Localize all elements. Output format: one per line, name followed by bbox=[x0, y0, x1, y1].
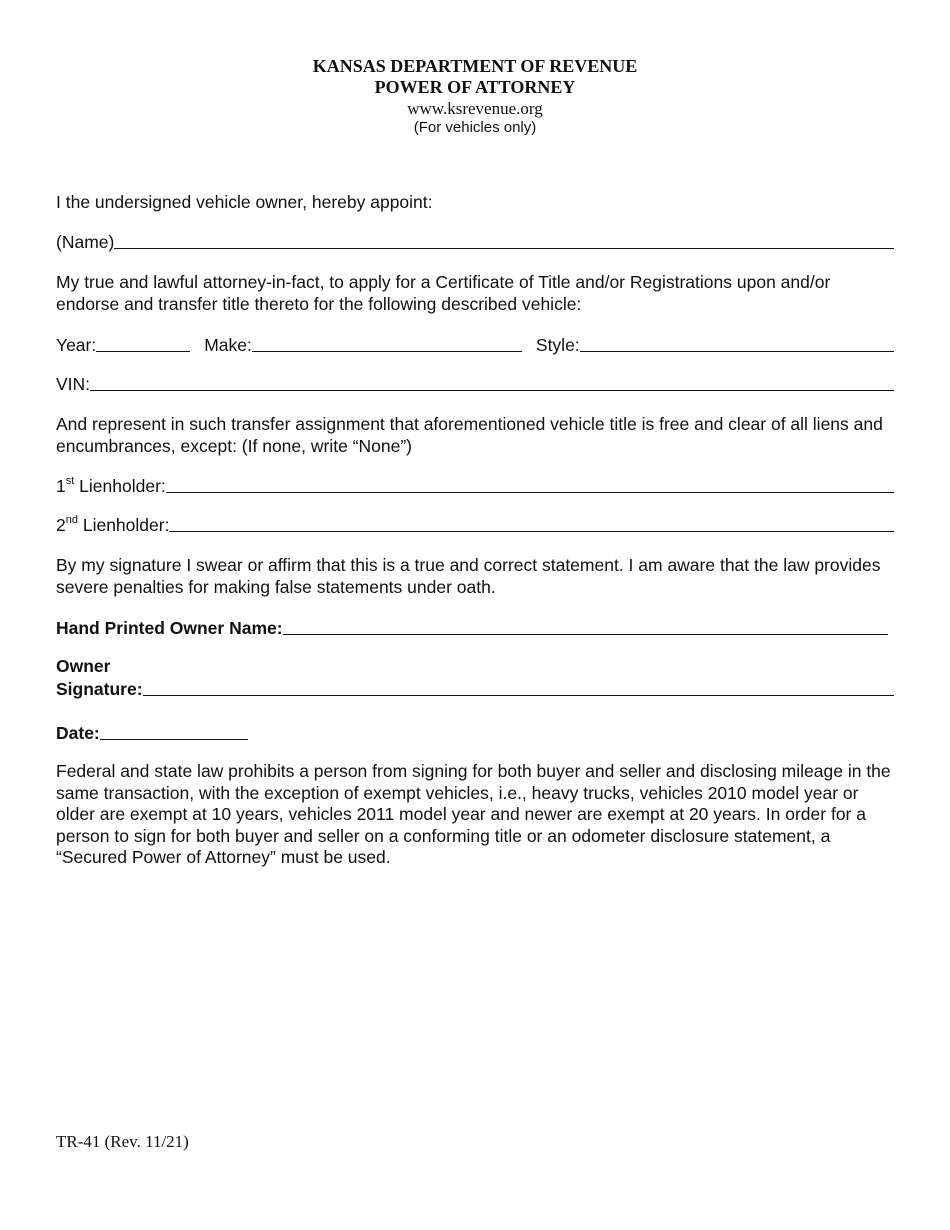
agency-name: KANSAS DEPARTMENT OF REVENUE bbox=[312, 56, 638, 76]
vin-label: VIN: bbox=[56, 374, 91, 394]
signature-label-line1: Owner bbox=[56, 656, 111, 676]
first-lienholder-field[interactable] bbox=[166, 472, 894, 493]
first-lienholder-row bbox=[56, 473, 894, 497]
second-lienholder-field[interactable] bbox=[169, 511, 894, 532]
law-paragraph: Federal and state law prohibits a person from signing for both buyer and seller and disclosing mileage in the same transaction, with the exception of exempt vehicles, i.e., heavy trucks, vehicles 2010 model year or older are exempt at 10 years, vehicles 2011 model year and newer are exempt at 20 years. In order for a person to sign for both buyer and seller on a conforming title or an odometer disclosure statement, a “Secured Power of Attorney” must be used. bbox=[56, 761, 891, 867]
second-lienholder-row bbox=[56, 512, 894, 536]
date-label: Date: bbox=[56, 723, 100, 743]
printed-name-row bbox=[56, 615, 888, 639]
name-field[interactable] bbox=[114, 228, 894, 249]
signature-field[interactable] bbox=[143, 675, 894, 696]
intro-text: I the undersigned vehicle owner, hereby appoint: bbox=[56, 192, 433, 212]
year-field[interactable] bbox=[96, 331, 190, 352]
date-field[interactable] bbox=[100, 719, 248, 740]
printed-name-field[interactable] bbox=[283, 614, 888, 635]
make-field[interactable] bbox=[252, 331, 522, 352]
website-link[interactable]: www.ksrevenue.org bbox=[407, 99, 543, 118]
vin-field[interactable] bbox=[90, 370, 894, 391]
style-label: Style: bbox=[535, 335, 580, 355]
date-row bbox=[56, 720, 894, 744]
attorney-paragraph: My true and lawful attorney-in-fact, to apply for a Certificate of Title and/or Registrations upon and/or endorse and transfer title thereto for the following described vehicle: bbox=[56, 272, 831, 314]
form-scope-note: (For vehicles only) bbox=[413, 119, 537, 136]
form-id: TR-41 (Rev. 11/21) bbox=[56, 1132, 189, 1151]
name-label: (Name) bbox=[56, 232, 115, 252]
style-field[interactable] bbox=[580, 331, 894, 352]
document-header bbox=[0, 56, 950, 137]
make-label: Make: bbox=[204, 335, 252, 355]
second-lienholder-label: 2nd Lienholder: bbox=[56, 514, 170, 535]
printed-name-label: Hand Printed Owner Name: bbox=[56, 618, 283, 638]
affirm-paragraph: By my signature I swear or affirm that this is a true and correct statement. I am aware that the law provides severe penalties for making false statements under oath. bbox=[56, 555, 881, 597]
signature-label: Signature: bbox=[56, 679, 143, 699]
liens-paragraph: And represent in such transfer assignment that aforementioned vehicle title is free and clear of all liens and encumbrances, except: (If none, write “None”) bbox=[56, 414, 883, 456]
year-label: Year: bbox=[56, 335, 97, 355]
name-row bbox=[56, 229, 894, 253]
vehicle-row bbox=[56, 332, 894, 356]
signature-row bbox=[56, 676, 894, 700]
first-lienholder-label: 1st Lienholder: bbox=[56, 475, 166, 496]
form-title: POWER OF ATTORNEY bbox=[374, 77, 576, 97]
vin-row bbox=[56, 371, 894, 395]
